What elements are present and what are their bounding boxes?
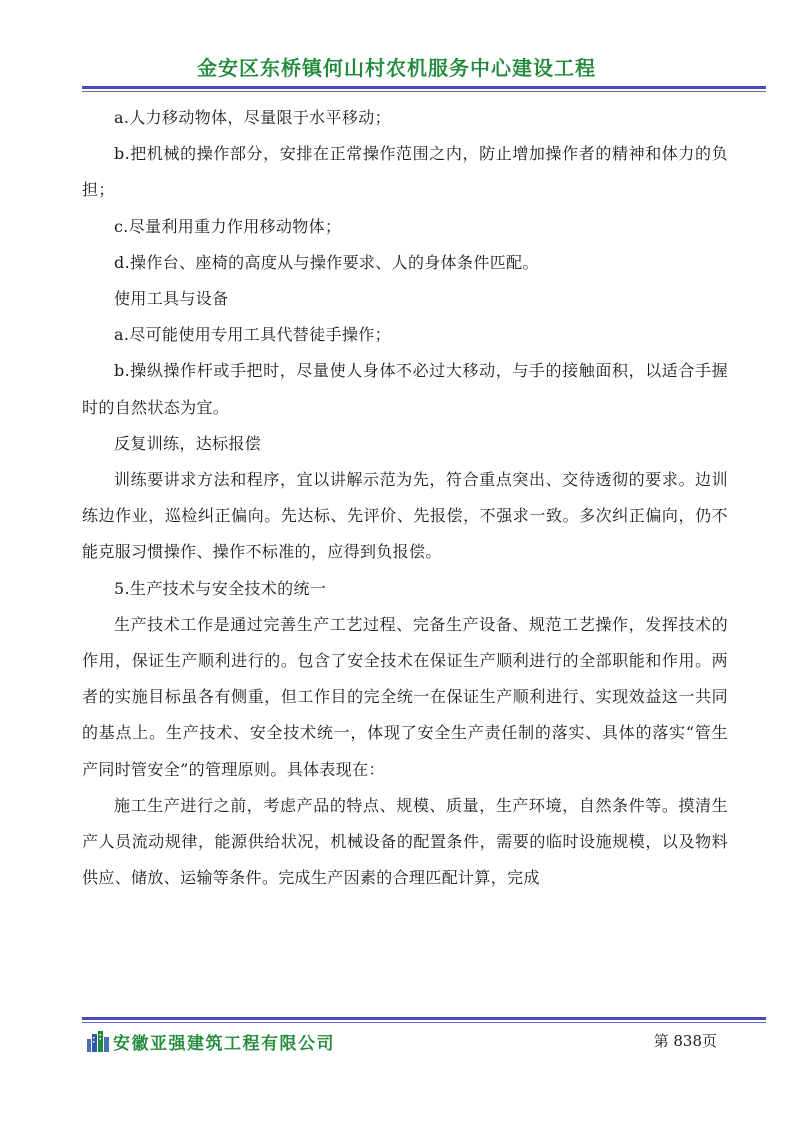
paragraph: a.人力移动物体，尽量限于水平移动；	[114, 108, 391, 127]
header-rule-thin	[82, 91, 766, 92]
footer-rule-thick	[82, 1017, 766, 1020]
section-heading: 5.生产技术与安全技术的统一	[114, 578, 327, 598]
paragraph: 训练要讲求方法和程序，宜以讲解示范为先，符合重点突出、交待透彻的要求。边训练边作业，巡检纠正偏向。先达标、先评价、先报偿，不强求一致。多次纠正偏向，仍不能克服习惯操作、操作不标准的，应得到负报偿。	[82, 470, 728, 562]
paragraph: c.尽量利用重力作用移动物体；	[114, 216, 342, 236]
paragraph: a.尽可能使用专用工具代替徒手操作；	[114, 325, 391, 345]
paragraph: 施工生产进行之前，考虑产品的特点、规模、质量，生产环境，自然条件等。摸清生产人员流动规律，能源供给状况，机械设备的配置条件，需要的临时设施规模，以及物料供应、储放、运输等条件。完成生产因素的合理匹配计算，完成	[82, 795, 728, 888]
paragraph: b.操纵操作杆或手把时，尽量使人身体不必过大移动，与手的接触面积，以适合手握时的自然状态为宜。	[82, 361, 728, 417]
paragraph: d.操作台、座椅的高度从与操作要求、人的身体条件匹配。	[114, 252, 539, 272]
project-title: 金安区东桥镇何山村农机服务中心建设工程	[197, 56, 596, 80]
company-logo-icon	[86, 1030, 110, 1052]
page-number: 第 838页	[653, 1032, 717, 1050]
paragraph: 生产技术工作是通过完善生产工艺过程、完备生产设备、规范工艺操作，发挥技术的作用，保证生产顺利进行的。包含了安全技术在保证生产顺利进行的全部职能和作用。两者的实施目标虽各有侧重，但工作目的完全统一在保证生产顺利进行、实现效益这一共同的基点上。生产技术、安全技术统一，体现了安全生产责任制的落实、具体的落实“管生产同时管安全”的管理原则。具体表现在：	[82, 614, 728, 779]
section-heading: 反复训练，达标报偿	[114, 433, 262, 453]
footer-rule-thin	[82, 1022, 766, 1023]
company-name: 安徽亚强建筑工程有限公司	[113, 1034, 335, 1054]
header-rule-thick	[82, 86, 766, 89]
paragraph: b.把机械的操作部分，安排在正常操作范围之内，防止增加操作者的精神和体力的负担；	[82, 144, 728, 200]
body-text	[82, 100, 728, 896]
section-heading: 使用工具与设备	[114, 289, 229, 309]
